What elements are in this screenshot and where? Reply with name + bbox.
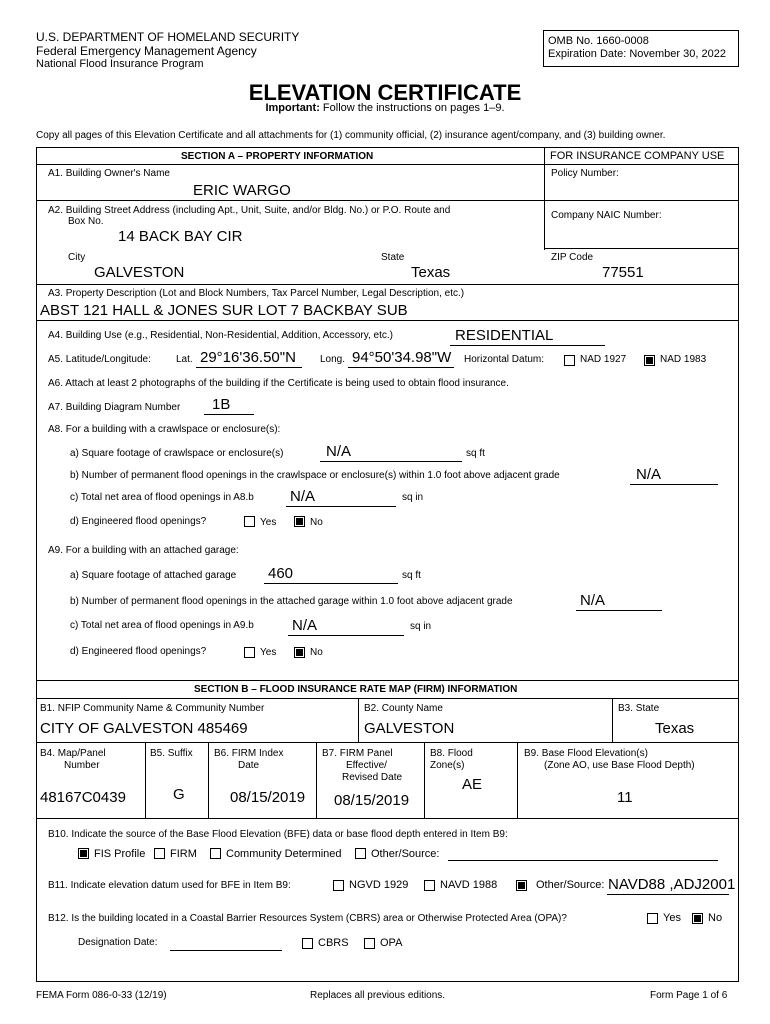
b11-other-label: Other/Source: [536,879,605,891]
b8-label: B8. Flood [430,748,473,759]
diagram-number-field[interactable]: 1B [212,396,231,413]
policy-number-label: Policy Number: [551,168,619,179]
a8a-unit: sq ft [466,448,485,459]
building-use-field[interactable]: RESIDENTIAL [455,327,554,344]
community-determined-checkbox[interactable] [210,848,221,859]
a2-label: A2. Building Street Address (including Apt., Unit, Suite, and/or Bldg. No.) or P.O. Route and [48,205,451,216]
a9c-label: c) Total net area of flood openings in A9.b [70,620,254,631]
b4-label-line2: Number [64,760,100,771]
b3-state-field[interactable]: Texas [655,720,695,737]
a8b-label: b) Number of permanent flood openings in the crawlspace or enclosure(s) within 1.0 foot above adjacent grade [70,470,560,481]
long-label: Long. [320,354,346,365]
city-field[interactable]: GALVESTON [94,264,185,281]
opa-label: OPA [380,937,403,949]
fis-profile-checkbox[interactable] [78,848,89,859]
a8b-field[interactable]: N/A [636,466,662,483]
important-note [0,102,770,114]
agency-line-2: Federal Emergency Management Agency [36,44,257,58]
firm-checkbox[interactable] [154,848,165,859]
b12-yes-checkbox[interactable] [647,913,658,924]
a8c-unit: sq in [402,492,424,503]
important-label: Important: [265,102,320,114]
state-label: State [381,252,405,263]
b11-other-checkbox[interactable] [516,880,527,891]
a9d-label: d) Engineered flood openings? [70,646,207,657]
longitude-field[interactable]: 94°50'34.98"W [352,349,452,366]
county-name-field[interactable]: GALVESTON [364,720,455,737]
street-address-field[interactable]: 14 BACK BAY CIR [118,228,243,245]
flood-zone-field[interactable]: AE [462,776,483,793]
agency-line-1: U.S. DEPARTMENT OF HOMELAND SECURITY [36,30,300,44]
b10-other-checkbox[interactable] [355,848,366,859]
a6-label: A6. Attach at least 2 photographs of the building if the Certificate is being used to obtain flood insurance. [48,378,509,389]
omb-number: OMB No. 1660-0008 [548,35,649,47]
firm-panel-date-field[interactable]: 08/15/2019 [334,792,410,809]
a9d-no-checkbox[interactable] [294,647,305,658]
map-panel-number-field[interactable]: 48167C0439 [40,789,126,806]
b1-label: B1. NFIP Community Name & Community Number [40,703,265,714]
b12-yes-label: Yes [663,912,681,924]
suffix-field[interactable]: G [173,786,185,803]
b9-label: B9. Base Flood Elevation(s) [524,748,648,759]
b7-label: B7. FIRM Panel [322,748,393,759]
b10-other-label: Other/Source: [371,848,440,860]
a9d-no-label: No [310,647,323,658]
zip-field[interactable]: 77551 [602,264,644,281]
a9a-label: a) Square footage of attached garage [70,570,237,581]
a8c-field[interactable]: N/A [290,488,316,505]
property-description-field[interactable]: ABST 121 HALL & JONES SUR LOT 7 BACKBAY SUB [40,302,408,319]
opa-checkbox[interactable] [364,938,375,949]
nad1927-label: NAD 1927 [580,354,627,365]
nad1983-checkbox[interactable] [644,355,655,366]
designation-date-label: Designation Date: [78,937,158,948]
a5-label: A5. Latitude/Longitude: [48,354,151,365]
base-flood-elevation-field[interactable]: 11 [617,789,633,806]
lat-label: Lat. [176,354,193,365]
a9b-label: b) Number of permanent flood openings in the attached garage within 1.0 foot above adjacent grade [70,596,513,607]
b3-label: B3. State [618,703,660,714]
a8d-label: d) Engineered flood openings? [70,516,207,527]
a8a-field[interactable]: N/A [326,443,352,460]
b4-label: B4. Map/Panel [40,748,106,759]
state-field[interactable]: Texas [411,264,451,281]
a9c-unit: sq in [410,621,432,632]
b11-other-source-field[interactable]: NAVD88 ,ADJ2001 [608,876,736,893]
firm-label: FIRM [170,848,197,860]
b2-label: B2. County Name [364,703,443,714]
b11-label: B11. Indicate elevation datum used for BFE in Item B9: [48,880,291,891]
zip-label: ZIP Code [551,252,594,263]
section-a-heading: SECTION A – PROPERTY INFORMATION [181,151,374,162]
b5-label: B5. Suffix [150,748,193,759]
a9a-field[interactable]: 460 [268,565,294,582]
a9b-field[interactable]: N/A [580,592,606,609]
a7-label: A7. Building Diagram Number [48,402,181,413]
omb-box [543,30,739,67]
horizontal-datum-label: Horizontal Datum: [464,354,545,365]
b12-label: B12. Is the building located in a Coastal Barrier Resources System (CBRS) area or Otherwise Protected Area (OPA)? [48,913,567,924]
community-determined-label: Community Determined [226,848,342,860]
a8d-yes-checkbox[interactable] [244,516,255,527]
a9d-yes-label: Yes [260,647,277,658]
agency-line-3: National Flood Insurance Program [36,58,204,70]
a8d-no-label: No [310,517,323,528]
a9c-field[interactable]: N/A [292,617,318,634]
important-text: Follow the instructions on pages 1–9. [319,102,505,114]
form-number: FEMA Form 086-0-33 (12/19) [36,990,167,1001]
firm-index-date-field[interactable]: 08/15/2019 [230,789,306,806]
b12-no-label: No [708,912,723,924]
a9a-unit: sq ft [402,570,421,581]
navd1988-checkbox[interactable] [424,880,435,891]
naic-label: Company NAIC Number: [551,210,662,221]
b10-label: B10. Indicate the source of the Base Flood Elevation (BFE) data or base flood depth entered in Item B9: [48,829,508,840]
b7-label-line3: Revised Date [342,772,403,783]
expiration-date: Expiration Date: November 30, 2022 [548,48,726,60]
b12-no-checkbox[interactable] [692,913,703,924]
a8d-yes-label: Yes [260,517,277,528]
a8-label: A8. For a building with a crawlspace or enclosure(s): [48,424,281,435]
a3-label: A3. Property Description (Lot and Block Numbers, Tax Parcel Number, Legal Description, etc.) [48,288,465,299]
b9-label-line2: (Zone AO, use Base Flood Depth) [544,760,695,771]
owner-name-field[interactable]: ERIC WARGO [193,182,291,199]
replaces-editions: Replaces all previous editions. [310,990,446,1001]
b8-label-line2: Zone(s) [430,760,465,771]
cbrs-label: CBRS [318,937,349,949]
b6-label: B6. FIRM Index [214,748,284,759]
nad1927-checkbox[interactable] [564,355,575,366]
ngvd1929-label: NGVD 1929 [349,879,409,891]
page-number: Form Page 1 of 6 [650,990,728,1001]
a1-label: A1. Building Owner's Name [48,168,170,179]
a9-label: A9. For a building with an attached garage: [48,545,239,556]
copy-instructions: Copy all pages of this Elevation Certificate and all attachments for (1) community official, (2) insurance agent/company, and (3) building owner. [36,130,666,141]
cbrs-checkbox[interactable] [302,938,313,949]
b7-label-line2: Effective/ [346,760,387,771]
a4-label: A4. Building Use (e.g., Residential, Non-Residential, Addition, Accessory, etc.) [48,330,393,341]
b6-label-line2: Date [238,760,260,771]
a9d-yes-checkbox[interactable] [244,647,255,658]
insurance-use-heading: FOR INSURANCE COMPANY USE [550,150,725,162]
fis-profile-label: FIS Profile [94,848,146,860]
ngvd1929-checkbox[interactable] [333,880,344,891]
page-title: ELEVATION CERTIFICATE [248,80,522,105]
navd1988-label: NAVD 1988 [440,879,498,891]
latitude-field[interactable]: 29°16'36.50"N [200,349,296,366]
city-label: City [68,252,86,263]
nad1983-label: NAD 1983 [660,354,707,365]
a8a-label: a) Square footage of crawlspace or enclosure(s) [70,448,284,459]
community-name-field[interactable]: CITY OF GALVESTON 485469 [40,720,248,737]
section-b-heading: SECTION B – FLOOD INSURANCE RATE MAP (FIRM) INFORMATION [194,684,518,695]
a8d-no-checkbox[interactable] [294,516,305,527]
a2-label-line2: Box No. [68,216,104,227]
a8c-label: c) Total net area of flood openings in A8.b [70,492,254,503]
